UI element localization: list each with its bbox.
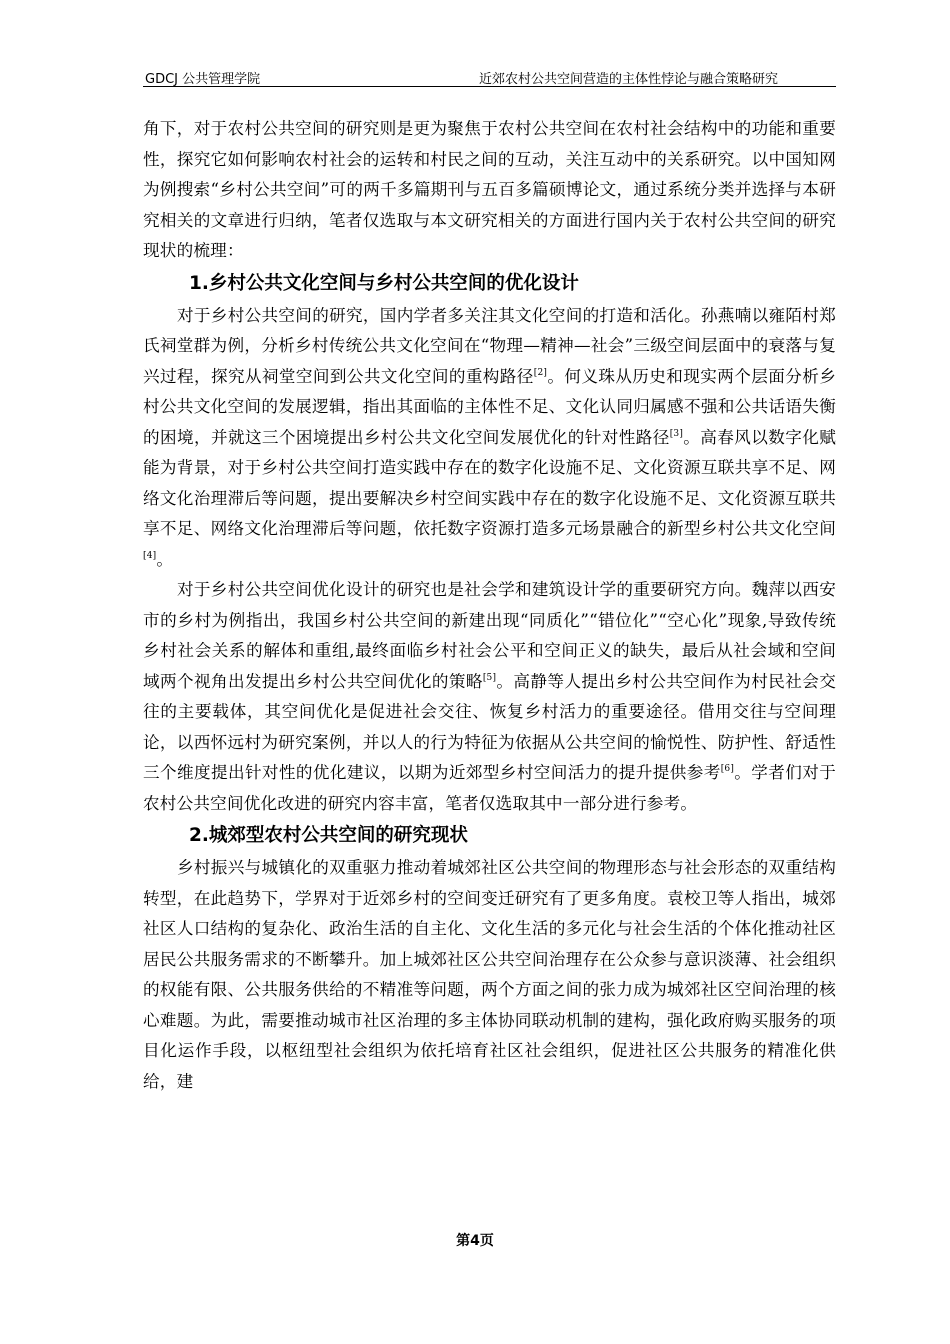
citation-ref: [3] (669, 428, 684, 439)
paragraph-text: 对于乡村公共空间优化设计的研究也是社会学和建筑设计学的重要研究方向。魏萍以西安市的乡村为例指出，我国乡村公共空间的新建出现“同质化”“错位化”“空心化”现象,导致传统乡村社会关系的解体和重组,最终面临乡村社会公平和空间正义的缺失，最后从社会域和空间域两个视角出发提出乡村公共空间优化的策略 (143, 580, 836, 691)
header-institution: GDCJ 公共管理学院 (145, 72, 261, 87)
section-heading-2: 2.城郊型农村公共空间的研究现状 (189, 825, 468, 846)
header-paper-title: 近郊农村公共空间营造的主体性悖论与融合策略研究 (478, 72, 778, 87)
section-heading-1: 1.乡村公共文化空间与乡村公共空间的优化设计 (189, 272, 579, 294)
citation-ref: [6] (720, 764, 735, 774)
body-paragraph-cultural-space (143, 301, 836, 576)
paragraph-text: 。学者们对于农村公共空间优化改进的研究内容丰富，笔者仅选取其中一部分进行参考。 (143, 763, 836, 813)
paragraph-text: 。高静等人提出乡村公共空间作为村民社会交往的主要载体，其空间优化是促进社会交往、恢复乡村活力的重要途径。借用交往与空间理论，以西怀远村为研究案例，并以人的行为特征为依据从公共空间的愉悦性、防护性、舒适性三个维度提出针对性的优化建议，以期为近郊型乡村空间活力的提升提供参考 (143, 671, 837, 782)
paragraph-text: 。何义珠从历史和现实两个层面分析乡村公共文化空间的发展逻辑，指出其面临的主体性不足、文化认同归属感不强和公共话语失衡的困境，并就这三个困境提出乡村公共文化空间发展优化的针对性路径 (143, 366, 836, 447)
citation-ref: [5] (482, 672, 497, 683)
page-number: 第4页 (456, 1233, 494, 1249)
page-body (143, 114, 836, 1097)
body-paragraph-continued (143, 114, 836, 267)
paragraph-text: 角下，对于农村公共空间的研究则是更为聚焦于农村公共空间在农村社会结构中的功能和重要性，探究它如何影响农村社会的运转和村民之间的互动，关注互动中的关系研究。以中国知网为例搜索“乡村公共空间”可的两千多篇期刊与五百多篇硕博论文，通过系统分类并选择与本研究相关的文章进行归纳，笔者仅选取与本文研究相关的方面进行国内关于农村公共空间的研究现状的梳理： (143, 119, 836, 260)
citation-ref: [4] (143, 550, 157, 561)
header-rule (143, 86, 836, 87)
paragraph-text: 。 (156, 549, 174, 569)
running-header (143, 66, 836, 86)
paragraph-text: 乡村振兴与城镇化的双重驱力推动着城郊社区公共空间的物理形态与社会形态的双重结构转型，在此趋势下，学界对于近郊乡村的空间变迁研究有了更多角度。袁校卫等人指出，城郊社区人口结构的复杂化、政治生活的自主化、文化生活的多元化与社会生活的个体化推动社区居民公共服务需求的不断攀升。加上城郊社区公共空间治理存在公众参与意识淡薄、社会组织的权能有限、公共服务供给的不精准等问题，两个方面之间的张力成为城郊社区空间治理的核心难题。为此，需要推动城市社区治理的多主体协同联动机制的建构，强化政府购买服务的项目化运作手段，以枢纽型社会组织为依托培育社区社会组织，促进社区公共服务的精准化供给，建 (143, 858, 836, 1091)
body-paragraph-suburban (143, 853, 836, 1097)
citation-ref: [2] (533, 367, 548, 378)
paragraph-text: 。高春风以数字化赋能为背景，对于乡村公共空间打造实践中存在的数字化设施不足、文化资源互联共享不足、网络文化治理滞后等问题，提出要解决乡村空间实践中存在的数字化设施不足、文化资源互联共享不足、网络文化治理滞后等问题，依托数字资源打造多元场景融合的新型乡村公共文化空间 (143, 427, 836, 538)
paragraph-text: 对于乡村公共空间的研究，国内学者多关注其文化空间的打造和活化。孙燕喃以雍陌村郑氏祠堂群为例，分析乡村传统公共文化空间在“物理—精神—社会”三级空间层面中的衰落与复兴过程，探究从祠堂空间到公共文化空间的重构路径 (143, 305, 836, 386)
body-paragraph-optimization (143, 575, 836, 819)
